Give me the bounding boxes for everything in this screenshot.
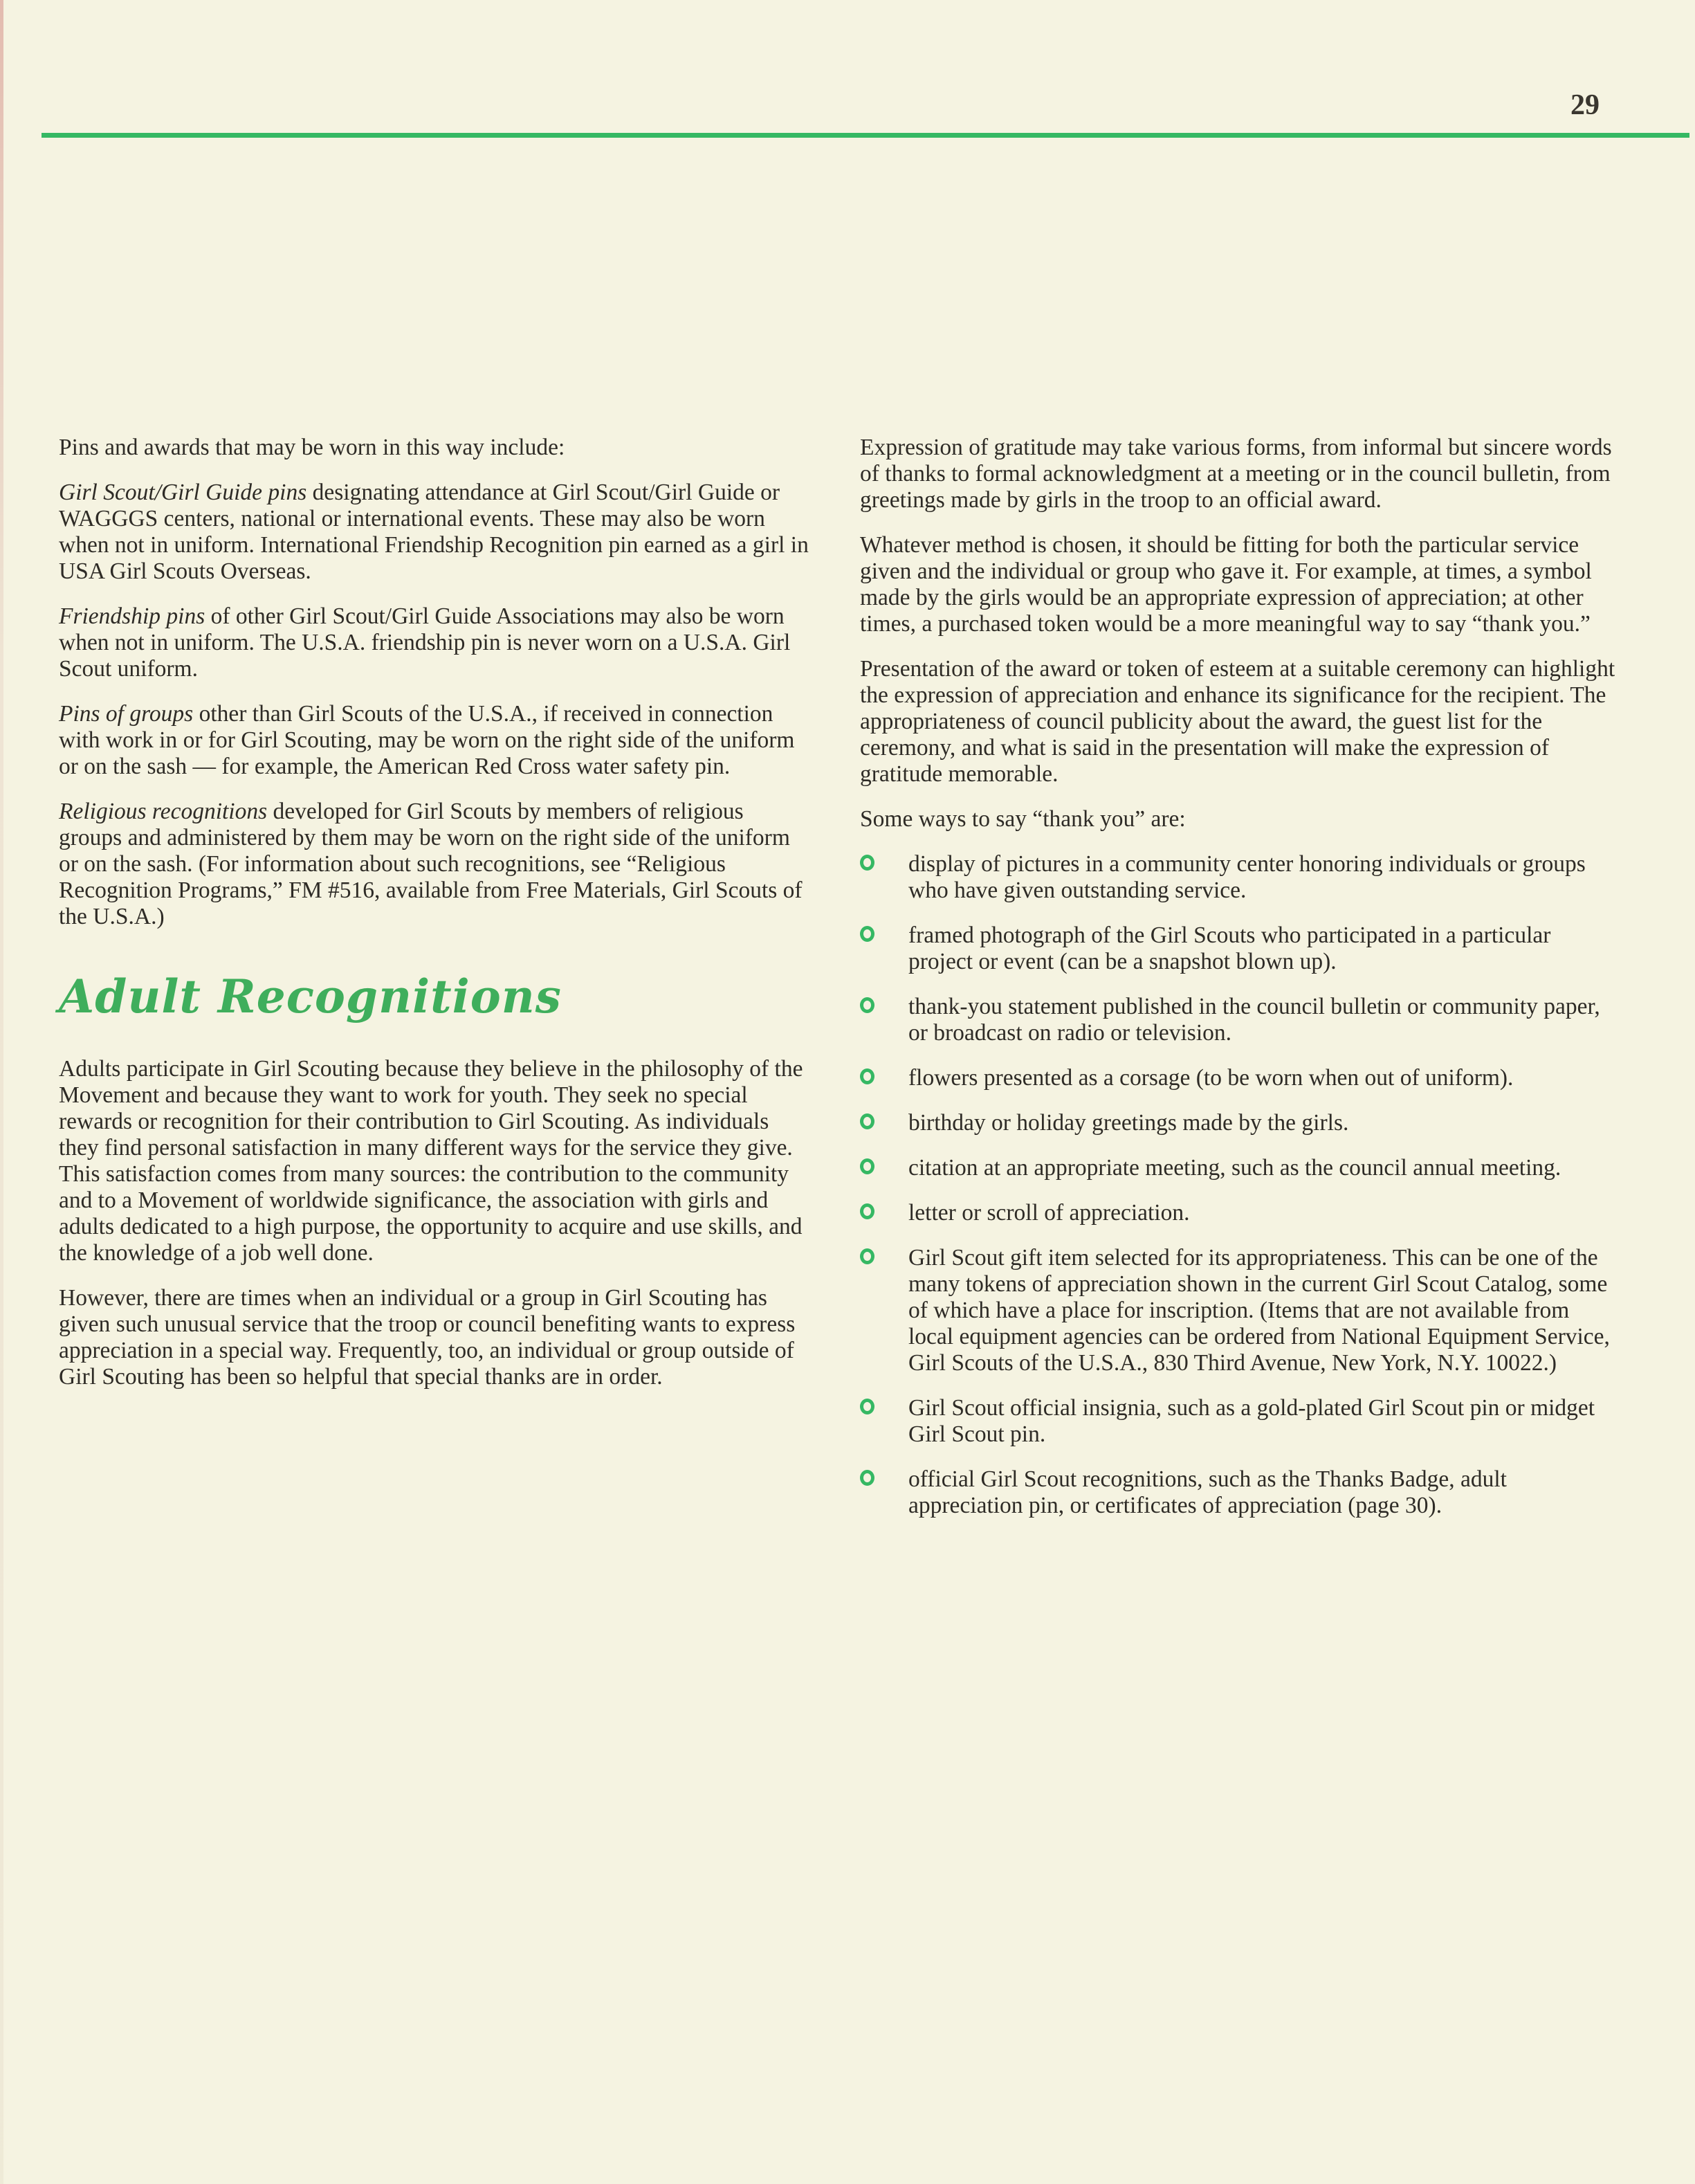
bullet-cell	[860, 1065, 908, 1091]
circle-bullet-icon	[860, 855, 874, 871]
list-item	[860, 922, 1615, 975]
paragraph-lead: Pins of groups	[59, 701, 194, 727]
intro-paragraph: Pins and awards that may be worn in this way include:	[59, 435, 565, 460]
paragraph: Adults participate in Girl Scouting because they believe in the philosophy of the Movement and because they want to work for youth. They seek no special rewards or recognition for their contribution to Girl Scouting. As individuals they find personal satisfaction in many different ways for the service they give. This satisfaction comes from many sources: the contribution to the community and to a Movement of worldwide significance, the association with girls and adults dedicated to a high purpose, the opportunity to acquire and use skills, and the knowledge of a job well done.	[59, 1056, 803, 1266]
bullet-cell	[860, 1155, 908, 1181]
paragraph-body: developed for Girl Scouts by members of religious groups and administered by them may be worn on the right side of the uniform or on the sash. (For information about such recognitions, see “Religious Recognition Programs,” FM #516, available from Free Materials, Girl Scouts of the U.S.A.)	[59, 799, 803, 929]
paragraph: Expression of gratitude may take various forms, from informal but sincere words of thanks to formal acknowledgment at a meeting or in the council bulletin, from greetings made by girls in the troop to an official award.	[860, 435, 1612, 513]
paragraph: However, there are times when an individual or a group in Girl Scouting has given such unusual service that the troop or council benefiting wants to express appreciation in a special way. Frequently, too, an individual or group outside of Girl Scouting has been so helpful that special thanks are in order.	[59, 1285, 796, 1390]
bullet-cell	[860, 1466, 908, 1519]
circle-bullet-icon	[860, 1203, 874, 1219]
list-item	[860, 1200, 1615, 1226]
list-item-text: official Girl Scout recognitions, such as the Thanks Badge, adult appreciation pin, or certificates of appreciation (page 30).	[908, 1466, 1507, 1518]
bullet-cell	[860, 1110, 908, 1136]
list-item	[860, 1395, 1615, 1448]
section-heading: Adult Recognitions	[59, 970, 562, 1023]
paragraph: Presentation of the award or token of esteem at a suitable ceremony can highlight the expression of appreciation and enhance its significance for the recipient. The appropriateness of council publicity about the award, the guest list for the ceremony, and what is said in the presentation will make the expression of gratitude memorable.	[860, 656, 1615, 787]
list-item	[860, 1110, 1615, 1136]
bullet-cell	[860, 851, 908, 904]
list-item-text: Girl Scout gift item selected for its appropriateness. This can be one of the many tokens of appreciation shown in the current Girl Scout Catalog, some of which have a place for inscription. (Items that are not available from local equipment agencies can be ordered from National Equipment Service, Girl Scouts of the U.S.A., 830 Third Avenue, New York, N.Y. 10022.)	[908, 1245, 1610, 1376]
list-item-text: letter or scroll of appreciation.	[908, 1200, 1190, 1226]
bullet-cell	[860, 1395, 908, 1448]
list-item-text: framed photograph of the Girl Scouts who participated in a particular project or event (can be a snapshot blown up).	[908, 922, 1551, 974]
circle-bullet-icon	[860, 1470, 874, 1486]
bullet-cell	[860, 1200, 908, 1226]
bullet-cell	[860, 1245, 908, 1376]
paragraph: Whatever method is chosen, it should be fitting for both the particular service given and the individual or group who gave it. For example, at times, a symbol made by the girls would be an appropriate expression of appreciation; at other times, a purchased token would be a more meaningful way to say “thank you.”	[860, 532, 1592, 637]
list-item	[860, 851, 1615, 904]
circle-bullet-icon	[860, 1399, 874, 1414]
paragraph	[59, 799, 809, 930]
scan-edge-artifact	[0, 0, 3, 2184]
paragraph-lead: Religious recognitions	[59, 799, 268, 824]
list-item	[860, 1466, 1615, 1519]
list-item-text: thank-you statement published in the council bulletin or community paper, or broadcast on radio or television.	[908, 994, 1600, 1046]
thank-you-list	[860, 851, 1615, 1519]
bullet-cell	[860, 922, 908, 975]
list-item	[860, 1155, 1615, 1181]
circle-bullet-icon	[860, 1248, 874, 1264]
paragraph	[59, 603, 809, 682]
paragraph-lead: Friendship pins	[59, 603, 205, 629]
header-rule	[42, 133, 1689, 138]
list-item-text: display of pictures in a community center honoring individuals or groups who have given outstanding service.	[908, 851, 1586, 903]
circle-bullet-icon	[860, 926, 874, 942]
circle-bullet-icon	[860, 1068, 874, 1084]
paragraph	[59, 701, 809, 780]
list-item	[860, 1245, 1615, 1376]
list-item-text: Girl Scout official insignia, such as a gold-plated Girl Scout pin or midget Girl Scout pin.	[908, 1395, 1595, 1447]
circle-bullet-icon	[860, 1113, 874, 1129]
list-intro: Some ways to say “thank you” are:	[860, 806, 1186, 832]
list-item-text: citation at an appropriate meeting, such as the council annual meeting.	[908, 1155, 1561, 1181]
circle-bullet-icon	[860, 997, 874, 1013]
bullet-cell	[860, 994, 908, 1046]
paragraph-body: of other Girl Scout/Girl Guide Associations may also be worn when not in uniform. The U.S.A. friendship pin is never worn on a U.S.A. Girl Scout uniform.	[59, 603, 791, 682]
list-item	[860, 1065, 1615, 1091]
paragraph-body: other than Girl Scouts of the U.S.A., if received in connection with work in or for Girl Scouting, may be worn on the right side of the uniform or on the sash — for example, the American Red Cross water safety pin.	[59, 701, 795, 779]
right-column	[860, 435, 1615, 1538]
paragraph-lead: Girl Scout/Girl Guide pins	[59, 480, 307, 505]
list-item-text: flowers presented as a corsage (to be worn when out of uniform).	[908, 1065, 1514, 1091]
circle-bullet-icon	[860, 1158, 874, 1174]
paragraph-body: designating attendance at Girl Scout/Girl Guide or WAGGGS centers, national or international events. These may also be worn when not in uniform. International Friendship Recognition pin earned as a girl in USA Girl Scouts Overseas.	[59, 480, 809, 584]
list-item	[860, 994, 1615, 1046]
list-item-text: birthday or holiday greetings made by the girls.	[908, 1110, 1349, 1136]
left-column	[59, 435, 809, 1409]
paragraph	[59, 480, 809, 585]
page-number: 29	[1570, 89, 1600, 121]
